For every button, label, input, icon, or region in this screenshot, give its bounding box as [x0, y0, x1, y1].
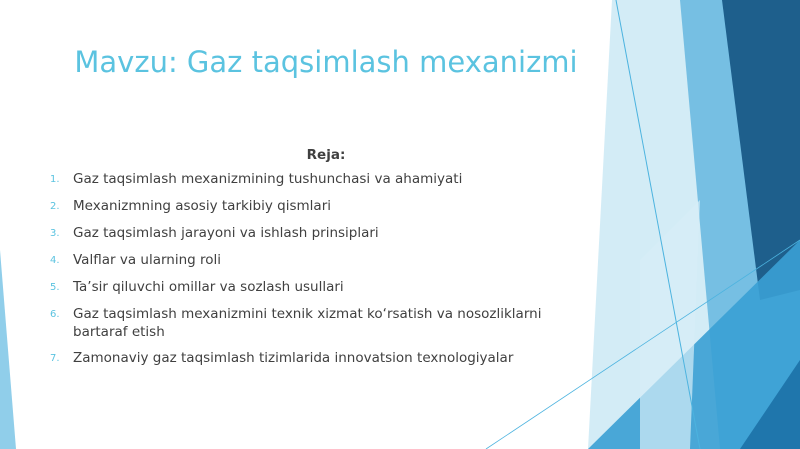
plan-item-number: 6.: [50, 309, 60, 320]
plan-item-text: Valflar va ularning roli: [73, 252, 222, 268]
plan-item-text: Zamonaviy gaz taqsimlash tizimlarida innovatsion texnologiyalar: [73, 350, 514, 366]
plan-item: [50, 197, 590, 216]
plan-item-text: Ta’sir qiluvchi omillar va sozlash usullari: [73, 279, 344, 295]
slide-title: Mavzu: Gaz taqsimlash mexanizmi: [74, 45, 578, 79]
plan-item-number: 7.: [50, 353, 60, 364]
plan-item-text: Gaz taqsimlash jarayoni va ishlash prinsiplari: [73, 225, 379, 241]
plan-item-text: Gaz taqsimlash mexanizmini texnik xizmat ko‘rsatish va nosozliklarni bartaraf etish: [73, 306, 542, 340]
plan-item: [50, 224, 590, 243]
left-edge-shape: [0, 250, 16, 449]
plan-item: [50, 170, 590, 189]
plan-item-number: 4.: [50, 255, 60, 266]
plan-item-text: Gaz taqsimlash mexanizmining tushunchasi va ahamiyati: [73, 171, 463, 187]
plan-item: [50, 278, 590, 297]
plan-item-text: Mexanizmning asosiy tarkibiy qismlari: [73, 198, 331, 214]
plan-item-number: 2.: [50, 201, 60, 212]
plan-item-number: 1.: [50, 174, 60, 185]
plan-item: [50, 305, 590, 341]
plan-item-number: 5.: [50, 282, 60, 293]
plan-list: [50, 170, 590, 376]
plan-item-number: 3.: [50, 228, 60, 239]
plan-item: [50, 349, 590, 368]
plan-heading: Reja:: [306, 147, 346, 163]
plan-item: [50, 251, 590, 270]
